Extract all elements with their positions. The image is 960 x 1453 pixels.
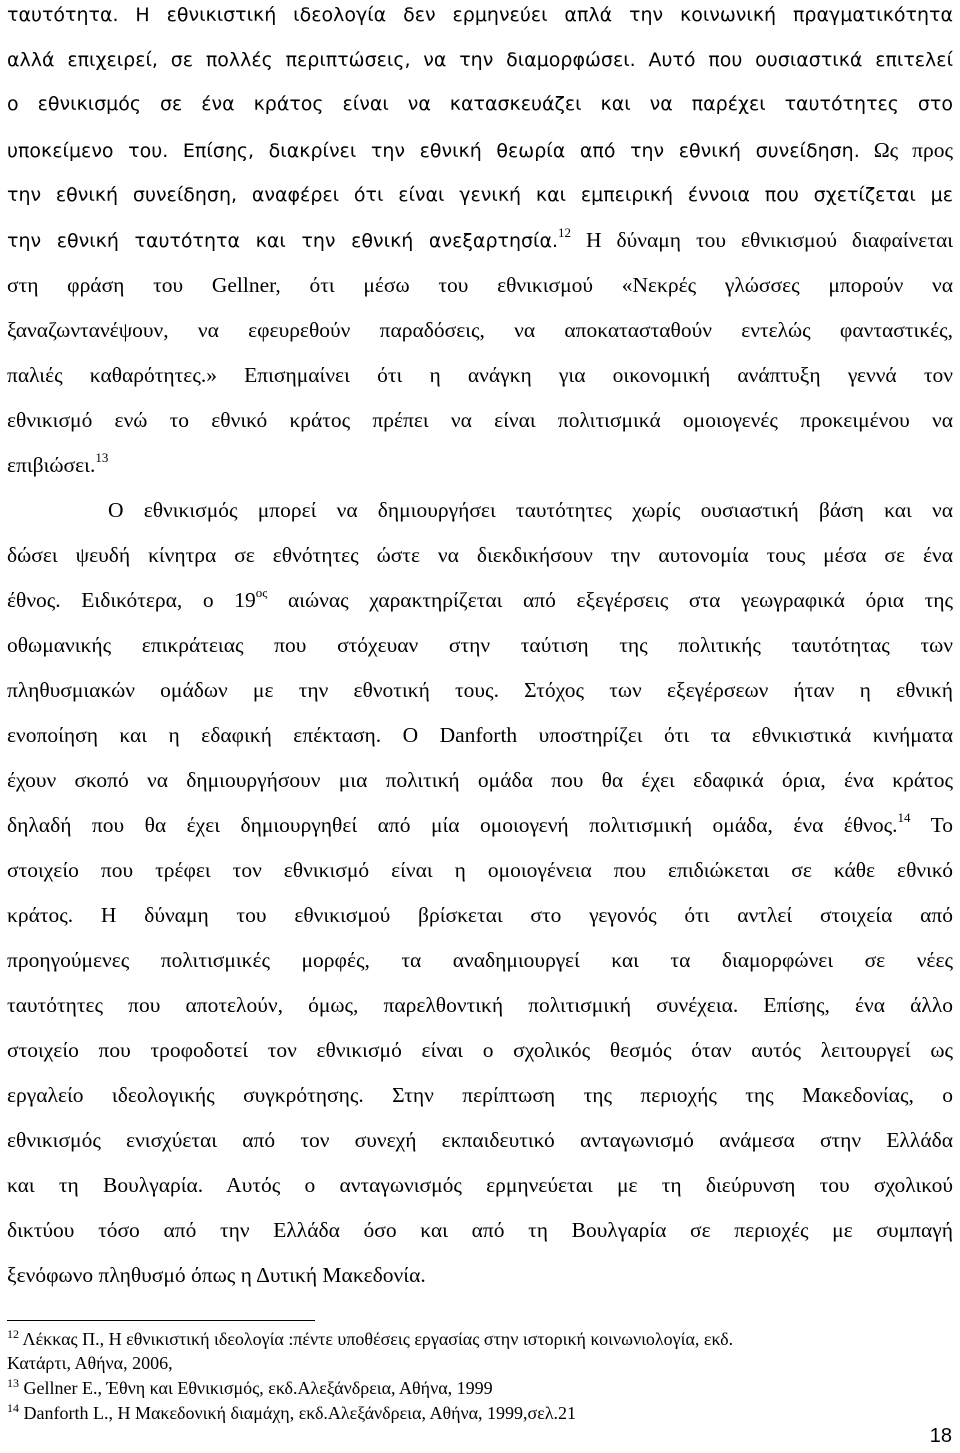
footnote-ref: 12 <box>558 225 572 240</box>
footnote-number: 13 <box>7 1376 19 1390</box>
page-number: 18 <box>929 1425 952 1447</box>
text-line: προηγούμενες πολιτισμικές μορφές, τα αναδημιουργεί και τα διαμορφώνει σε νέες <box>7 948 953 972</box>
footnote: $^{13}$ Gellner E., Έθνη και Εθνικισμός, εκδ.Αλεξάνδρεια, Αθήνα, 1999 <box>7 1376 493 1398</box>
text-line: παλιές καθαρότητες.» Επισημαίνει ότι η ανάγκη για οικονομική ανάπτυξη γεννά τον <box>7 363 953 387</box>
text-line: δικτύου τόσο από την Ελλάδα όσο και από τη Βουλγαρία σε περιοχές με συμπαγή <box>7 1218 953 1242</box>
text-line: ταυτότητες που αποτελούν, όμως, παρελθοντική πολιτισμική συνέχεια. Επίσης, ένα άλλο <box>7 993 954 1017</box>
text-line: δώσει ψευδή κίνητρα σε εθνότητες ώστε να διεκδικήσουν την αυτονομία τους μέσα σε ένα <box>7 543 953 567</box>
text-line: ξενόφωνο πληθυσμό όπως η Δυτική Μακεδονία. <box>7 1263 426 1287</box>
footnote: $^{12}$ Λέκκας Π., Η εθνικιστική ιδεολογία :πέντε υποθέσεις εργασίας στην ιστορική κοινωνιολογία, εκδ. <box>7 1327 734 1349</box>
text-line: στοιχείο που τροφοδοτεί τον εθνικισμό είναι ο σχολικός θεσμός όταν αυτός λειτουργεί ως <box>7 1038 953 1062</box>
text-line: έχουν σκοπό να δημιουργήσουν μια πολιτική ομάδα που θα έχει εδαφικά όρια, ένα κράτος <box>7 768 953 792</box>
text-line: εθνικισμός ενισχύεται από τον συνεχή εκπαιδευτικό ανταγωνισμό ανάμεσα στην Ελλάδα <box>7 1128 953 1152</box>
text-line: ενοποίηση και η εδαφική επέκταση. Ο Danforth υποστηρίζει ότι τα εθνικιστικά κινήματα <box>7 723 953 747</box>
footnote-separator <box>7 1320 315 1321</box>
text-line: εθνικισμό ενώ το εθνικό κράτος πρέπει να είναι πολιτισμικά ομοιογενές προκειμένου να <box>7 408 953 432</box>
footnote-number: 12 <box>7 1327 19 1341</box>
text-line: στοιχείο που τρέφει τον εθνικισμό είναι η ομοιογένεια που επιδιώκεται σε κάθε εθνικό <box>7 858 953 882</box>
text-line: έθνος. Ειδικότερα, ο $19^{o\varsigma}$ αιώνας χαρακτηρίζεται από εξεγέρσεις στα γεωγραφικά όρια της <box>7 585 953 612</box>
footnote-ref: 14 <box>897 810 911 825</box>
footnote-ref: 13 <box>95 450 109 465</box>
text-line: οθωμανικής επικράτειας που στόχευαν στην ταύτιση της πολιτικής ταυτότητας των <box>7 633 953 657</box>
ordinal-suffix: ος <box>255 585 268 600</box>
text-line: πληθυσμιακών ομάδων με την εθνοτική τους. Στόχος των εξεγέρσεων ήταν η εθνική <box>7 678 954 702</box>
text-line: υποκείμενο του. Επίσης, διακρίνει την εθνική θεωρία από την εθνική συνείδηση. Ως προς <box>7 138 954 162</box>
text-line: ξαναζωντανέψουν, να εφευρεθούν παραδόσεις, να αποκατασταθούν εντελώς φανταστικές, <box>7 318 953 342</box>
text-line: επιβιώσει.$^{13}$ <box>7 450 109 477</box>
text-line: εργαλείο ιδεολογικής συγκρότησης. Στην περίπτωση της περιοχής της Μακεδονίας, ο <box>7 1083 953 1107</box>
text-line: δηλαδή που θα έχει δημιουργηθεί από μία ομοιογενή πολιτισμική ομάδα, ένα έθνος.$^{14}$ Το <box>7 810 953 837</box>
text-line: αλλά επιχειρεί, σε πολλές περιπτώσεις, να την διαμορφώσει. Αυτό που ουσιαστικά επιτελεί <box>7 49 953 71</box>
text-line: την εθνική συνείδηση, αναφέρει ότι είναι γενική και εμπειρική έννοια που σχετίζεται με <box>7 184 953 206</box>
text-line: την εθνική ταυτότητα και την εθνική ανεξαρτησία.$^{12}$ Η δύναμη του εθνικισμού διαφαίνεται <box>7 225 954 252</box>
text-line: ο εθνικισμός σε ένα κράτος είναι να κατασκευάζει και να παρέχει ταυτότητες στο <box>7 93 953 115</box>
text-line: ταυτότητα. Η εθνικιστική ιδεολογία δεν ερμηνεύει απλά την κοινωνική πραγματικότητα <box>7 4 953 26</box>
footnote: $^{14}$ Danforth L., Η Μακεδονική διαμάχη, εκδ.Αλεξάνδρεια, Αθήνα, 1999,σελ.21 <box>7 1401 577 1423</box>
text-line: στη φράση του Gellner, ότι μέσω του εθνικισμού «Νεκρές γλώσσες μπορούν να <box>7 273 953 297</box>
footnote-continuation: Κατάρτι, Αθήνα, 2006, <box>7 1353 173 1373</box>
text-line: και τη Βουλγαρία. Αυτός ο ανταγωνισμός ερμηνεύεται με τη διεύρυνση του σχολικού <box>7 1173 953 1197</box>
text-line: Ο εθνικισμός μπορεί να δημιουργήσει ταυτότητες χωρίς ουσιαστική βάση και να <box>108 498 953 522</box>
text-line: κράτος. Η δύναμη του εθνικισμού βρίσκεται στο γεγονός ότι αντλεί στοιχεία από <box>7 903 953 927</box>
footnote-number: 14 <box>7 1401 19 1415</box>
